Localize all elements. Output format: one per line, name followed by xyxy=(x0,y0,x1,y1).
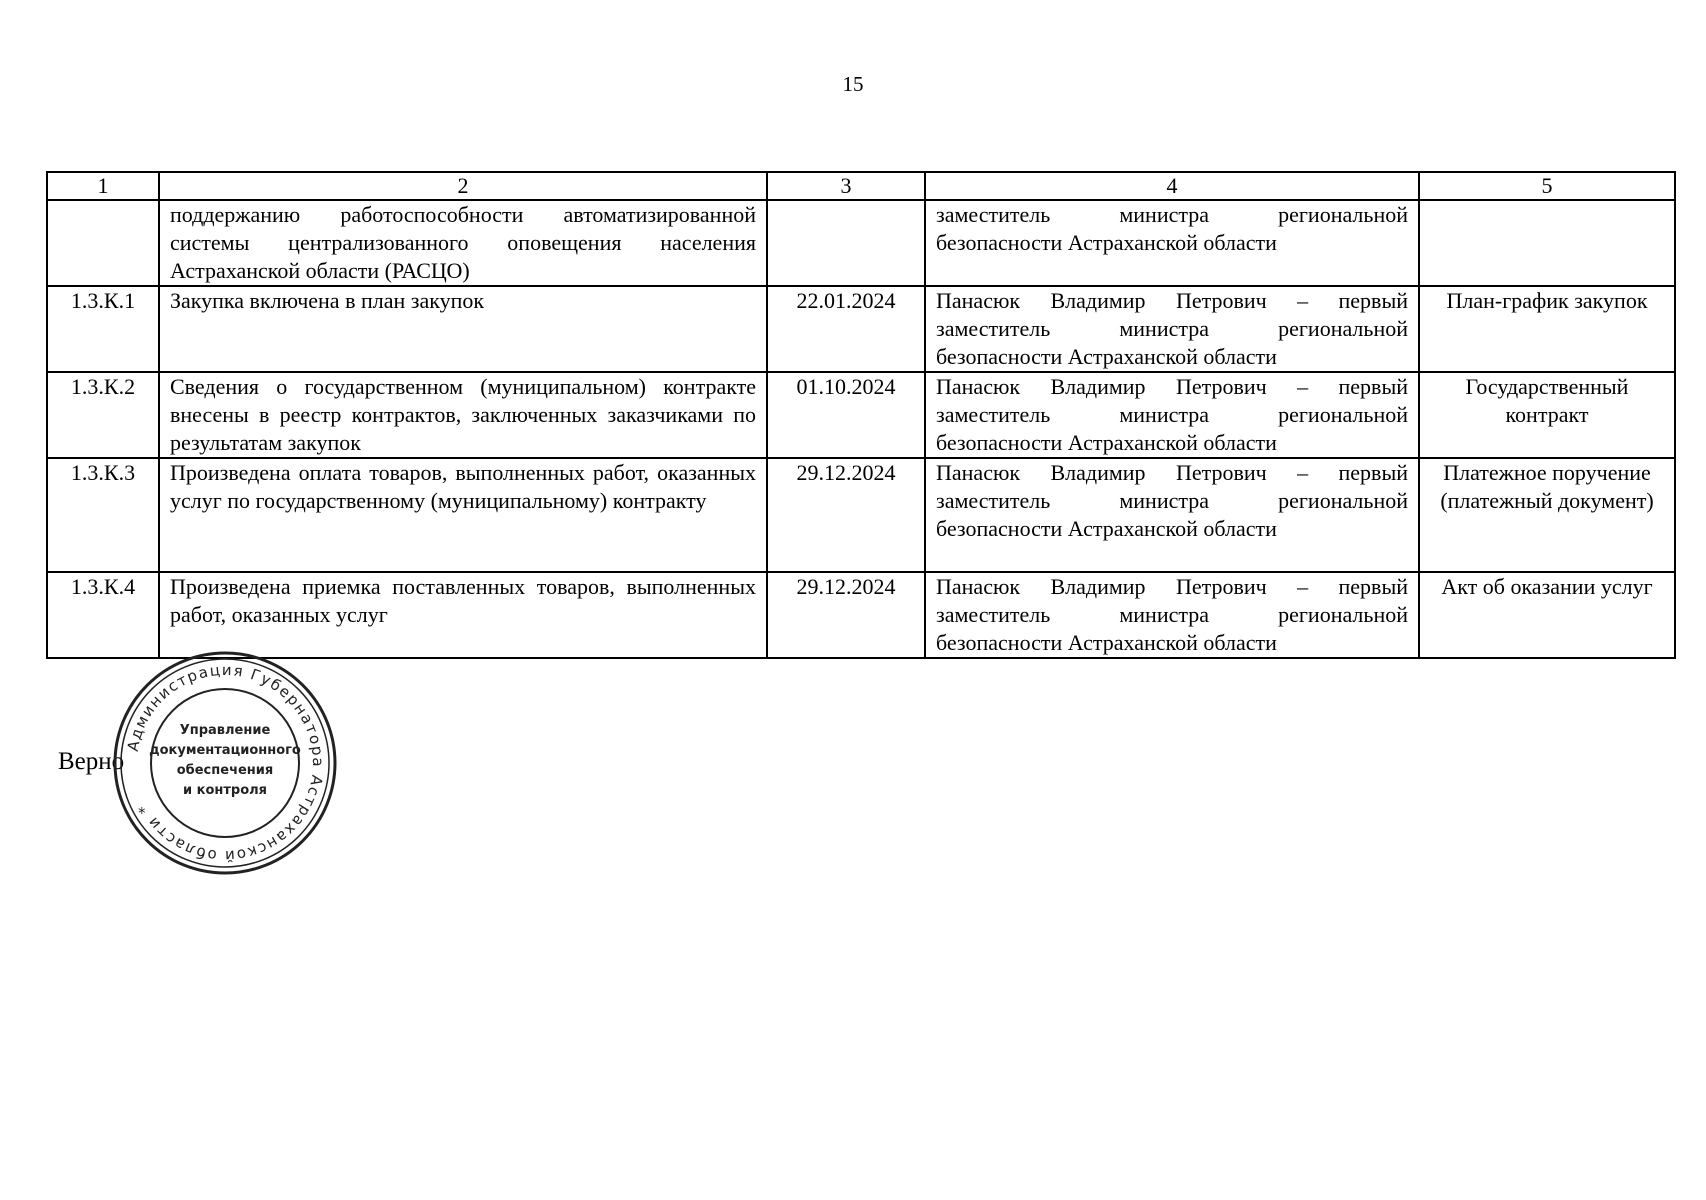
document-table xyxy=(46,171,1676,659)
row-description: Закупка включена в план закупок xyxy=(159,286,767,372)
row-date: 29.12.2024 xyxy=(767,572,925,658)
stamp-center-line: Управление xyxy=(179,723,271,738)
row-document xyxy=(1419,200,1675,286)
row-number: 1.3.К.2 xyxy=(47,372,159,458)
row-date xyxy=(767,200,925,286)
stamp-center-line: и контроля xyxy=(182,783,268,798)
column-header: 4 xyxy=(925,172,1419,200)
column-header: 3 xyxy=(767,172,925,200)
row-responsible: заместитель министра региональной безопасности Астраханской области xyxy=(925,200,1419,286)
row-document: Платежное поручение (платежный документ) xyxy=(1419,458,1675,572)
table-row xyxy=(47,286,1675,372)
row-date: 29.12.2024 xyxy=(767,458,925,572)
row-document: Акт об оказании услуг xyxy=(1419,572,1675,658)
stamp-center-line: документационного xyxy=(149,743,301,758)
table-row xyxy=(47,572,1675,658)
table-row xyxy=(47,200,1675,286)
row-date: 01.10.2024 xyxy=(767,372,925,458)
row-number: 1.3.К.1 xyxy=(47,286,159,372)
official-stamp xyxy=(112,650,338,876)
column-header: 5 xyxy=(1419,172,1675,200)
table-header-row xyxy=(47,172,1675,200)
column-header: 1 xyxy=(47,172,159,200)
row-description: поддержанию работоспособности автоматизированной системы централизованного оповещения населения Астраханской области (РАСЦО) xyxy=(159,200,767,286)
table-row xyxy=(47,372,1675,458)
stamp-ring-text-path: Администрация Губернатора Астраханской области * xyxy=(123,660,328,866)
stamp-center-line: обеспечения xyxy=(176,763,274,778)
row-number: 1.3.К.4 xyxy=(47,572,159,658)
row-responsible: Панасюк Владимир Петрович – первый заместитель министра региональной безопасности Астраханской области xyxy=(925,286,1419,372)
row-description: Произведена приемка поставленных товаров, выполненных работ, оказанных услуг xyxy=(159,572,767,658)
row-number xyxy=(47,200,159,286)
row-description: Сведения о государственном (муниципальном) контракте внесены в реестр контрактов, заключенных заказчиками по результатам закупок xyxy=(159,372,767,458)
signature-note: Верно xyxy=(58,748,125,775)
row-document: План-график закупок xyxy=(1419,286,1675,372)
row-document: Государственный контракт xyxy=(1419,372,1675,458)
table-row xyxy=(47,458,1675,572)
row-responsible: Панасюк Владимир Петрович – первый заместитель министра региональной безопасности Астраханской области xyxy=(925,372,1419,458)
column-header: 2 xyxy=(159,172,767,200)
row-number: 1.3.К.3 xyxy=(47,458,159,572)
page-number: 15 xyxy=(842,72,864,96)
row-date: 22.01.2024 xyxy=(767,286,925,372)
stamp-seal xyxy=(112,650,338,876)
row-responsible: Панасюк Владимир Петрович – первый заместитель министра региональной безопасности Астраханской области xyxy=(925,572,1419,658)
row-responsible: Панасюк Владимир Петрович – первый заместитель министра региональной безопасности Астраханской области xyxy=(925,458,1419,572)
row-description: Произведена оплата товаров, выполненных работ, оказанных услуг по государственному (муниципальному) контракту xyxy=(159,458,767,572)
